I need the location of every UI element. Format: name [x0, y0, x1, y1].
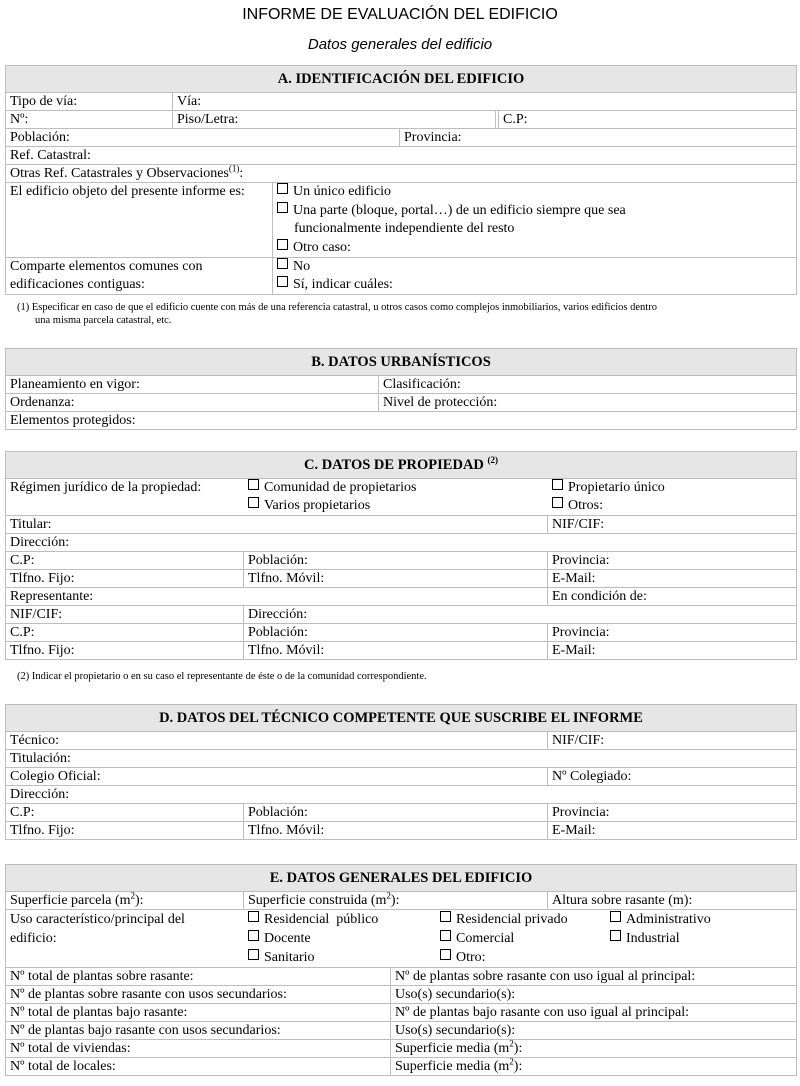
checkbox-icon[interactable] [440, 949, 451, 960]
opt-si-label: Sí, indicar cuáles: [293, 277, 393, 292]
uso-options [244, 910, 797, 968]
checkbox-icon[interactable] [248, 911, 259, 922]
plantas-sobre-uso-principal-field[interactable]: Nº de plantas sobre rasante con uso igual al principal: [391, 968, 797, 986]
sup-media-viviendas-label: Superficie media (m [395, 1041, 510, 1056]
opt-residencial-publico-label: Residencial público [264, 912, 379, 927]
sup-construida-field[interactable] [244, 892, 548, 910]
opt-no-label: No [293, 259, 311, 274]
opt-residencial-privado[interactable] [440, 910, 568, 929]
opt-parte-label-1: Una parte (bloque, portal…) de un edificio siempre que sea [293, 202, 626, 218]
sup-parcela-label: Superficie parcela (m [10, 893, 131, 908]
opt-varios[interactable] [248, 497, 543, 515]
opt-industrial-label: Industrial [626, 931, 680, 946]
clasificacion-field[interactable]: Clasificación: [379, 376, 797, 394]
planeamiento-field[interactable]: Planeamiento en vigor: [6, 376, 379, 394]
email-field[interactable]: E-Mail: [548, 570, 797, 588]
poblacion-field[interactable]: Población: [6, 129, 400, 147]
sq-sup: 2 [386, 891, 391, 901]
titular-nif-field[interactable]: NIF/CIF: [548, 516, 797, 534]
cp-field-wrap[interactable] [496, 111, 797, 129]
colegiado-field[interactable]: Nº Colegiado: [548, 768, 797, 786]
section-b-header: B. DATOS URBANÍSTICOS [6, 349, 797, 376]
tecnico-nif-field[interactable]: NIF/CIF: [548, 732, 797, 750]
close-paren: ): [135, 893, 144, 908]
checkbox-icon[interactable] [277, 183, 288, 194]
nivel-proteccion-field[interactable]: Nivel de protección: [379, 394, 797, 412]
usos-secundarios-bajo-field[interactable]: Uso(s) secundario(s): [391, 1022, 797, 1040]
rep-provincia-field[interactable]: Provincia: [548, 624, 797, 642]
regimen-label: Régimen jurídico de la propiedad: [6, 479, 244, 516]
tecnico-tlf-movil-field[interactable]: Tlfno. Móvil: [244, 822, 548, 840]
titular-field[interactable]: Titular: [6, 516, 548, 534]
uso-label-2: edificio: [10, 931, 57, 946]
opt-sanitario[interactable] [248, 948, 378, 967]
provincia-field[interactable]: Provincia: [548, 552, 797, 570]
opt-parte-label-2: funcionalmente independiente del resto [294, 221, 515, 236]
cp-field[interactable]: C.P: [6, 552, 244, 570]
checkbox-icon[interactable] [248, 949, 259, 960]
ref-catastral-field[interactable]: Ref. Catastral: [6, 147, 797, 165]
section-e-header: E. DATOS GENERALES DEL EDIFICIO [6, 865, 797, 892]
opt-docente[interactable] [248, 929, 378, 948]
checkbox-icon[interactable] [552, 479, 563, 490]
note-2: (2) Indicar el propietario o en su caso el representante de éste o de la comunidad correspondiente. [17, 671, 427, 682]
opt-unico-edificio[interactable] [277, 183, 792, 202]
checkbox-icon[interactable] [277, 258, 288, 269]
comparte-label-2: edificaciones contiguas: [10, 277, 145, 292]
section-c-table [5, 451, 797, 660]
rep-cp-field[interactable]: C.P: [6, 624, 244, 642]
via-field[interactable]: Vía: [173, 93, 797, 111]
tecnico-tlf-fijo-field[interactable]: Tlfno. Fijo: [6, 822, 244, 840]
otras-ref-label: Otras Ref. Catastrales y Observaciones [10, 166, 229, 181]
uso-col-2 [440, 910, 568, 967]
opt-residencial-privado-label: Residencial privado [456, 912, 568, 927]
opt-industrial[interactable] [610, 929, 711, 948]
tecnico-poblacion-field[interactable]: Población: [244, 804, 548, 822]
checkbox-icon[interactable] [277, 276, 288, 287]
opt-otro-label: Otro: [456, 950, 486, 965]
section-e-table [5, 864, 797, 1076]
uso-label [6, 910, 244, 968]
opt-no[interactable] [277, 258, 792, 276]
opt-propietario-unico-label: Propietario único [568, 480, 665, 495]
sq-sup: 2 [130, 891, 135, 901]
note-1-line-1: (1) Especificar en caso de que el edificio cuente con más de una referencia catastral, u otros casos como complejos inmobiliarios, varios edificios dentro [17, 302, 657, 313]
sup-media-locales-label: Superficie media (m [395, 1059, 510, 1074]
section-d-table [5, 704, 797, 840]
total-locales-field[interactable]: Nº total de locales: [6, 1058, 391, 1076]
rep-nif-field[interactable]: NIF/CIF: [6, 606, 244, 624]
section-c-header [6, 452, 797, 479]
regimen-options-2 [548, 479, 797, 516]
opt-administrativo[interactable] [610, 910, 711, 929]
rep-direccion-field[interactable]: Dirección: [244, 606, 797, 624]
checkbox-icon[interactable] [277, 239, 288, 250]
opt-otros[interactable] [552, 497, 792, 515]
opt-comercial-label: Comercial [456, 931, 515, 946]
checkbox-icon[interactable] [610, 911, 621, 922]
document-title: INFORME DE EVALUACIÓN DEL EDIFICIO [242, 6, 558, 23]
sup-media-viviendas-field[interactable] [391, 1040, 797, 1058]
sq-sup: 2 [509, 1039, 514, 1049]
sup-parcela-field[interactable] [6, 892, 244, 910]
representante-field[interactable]: Representante: [6, 588, 548, 606]
regimen-options-1 [244, 479, 548, 516]
section-c-title: C. DATOS DE PROPIEDAD [303, 457, 484, 473]
rep-tlf-movil-field[interactable]: Tlfno. Móvil: [244, 642, 548, 660]
opt-otro-label: Otro caso: [293, 239, 351, 255]
poblacion-field[interactable]: Población: [244, 552, 548, 570]
piso-letra-field[interactable]: Piso/Letra: [173, 111, 496, 129]
tlf-movil-field[interactable]: Tlfno. Móvil: [244, 570, 548, 588]
opt-unico-label: Un único edificio [293, 184, 391, 199]
plantas-sobre-secundarios-field[interactable]: Nº de plantas sobre rasante con usos secundarios: [6, 986, 391, 1004]
comparte-label [6, 258, 273, 295]
tipo-via-field[interactable]: Tipo de vía: [6, 93, 173, 111]
uso-col-3 [610, 910, 711, 948]
colegio-field[interactable]: Colegio Oficial: [6, 768, 548, 786]
sq-sup: 2 [509, 1057, 514, 1067]
checkbox-icon[interactable] [248, 479, 259, 490]
elementos-protegidos-field[interactable]: Elementos protegidos: [6, 412, 797, 430]
opt-si[interactable] [277, 276, 792, 294]
note-1-line-2: una misma parcela catastral, etc. [35, 315, 172, 326]
total-viviendas-field[interactable]: Nº total de viviendas: [6, 1040, 391, 1058]
condicion-field[interactable]: En condición de: [548, 588, 797, 606]
objeto-label: El edificio objeto del presente informe es: [6, 183, 273, 258]
plantas-bajo-secundarios-field[interactable]: Nº de plantas bajo rasante con usos secundarios: [6, 1022, 391, 1040]
plantas-bajo-uso-principal-field[interactable]: Nº de plantas bajo rasante con uso igual al principal: [391, 1004, 797, 1022]
tecnico-cp-field[interactable]: C.P: [6, 804, 244, 822]
rep-tlf-fijo-field[interactable]: Tlfno. Fijo: [6, 642, 244, 660]
tecnico-direccion-field[interactable]: Dirección: [6, 786, 797, 804]
opt-otro[interactable] [440, 948, 568, 967]
otras-ref-field[interactable]: Otras Ref. Catastrales y Observaciones$^{(1)}$: [6, 165, 797, 183]
opt-residencial-publico[interactable] [248, 910, 378, 929]
plantas-bajo-rasante-field[interactable]: Nº total de plantas bajo rasante: [6, 1004, 391, 1022]
uso-col-1 [248, 910, 378, 967]
rep-email-field[interactable]: E-Mail: [548, 642, 797, 660]
checkbox-icon[interactable] [440, 930, 451, 941]
note-ref-1: (1) [228, 164, 240, 174]
uso-label-1: Uso característico/principal del [10, 912, 185, 927]
opt-parte-edificio[interactable] [277, 202, 792, 221]
section-d-header: D. DATOS DEL TÉCNICO COMPETENTE QUE SUSCRIBE EL INFORME [6, 705, 797, 732]
tecnico-field[interactable]: Técnico: [6, 732, 548, 750]
note-1 [17, 301, 792, 315]
cp-field[interactable]: C.P: [498, 111, 528, 128]
provincia-field[interactable]: Provincia: [400, 129, 797, 147]
sup-media-locales-field[interactable] [391, 1058, 797, 1076]
opt-administrativo-label: Administrativo [626, 912, 711, 927]
altura-field[interactable]: Altura sobre rasante (m): [548, 892, 797, 910]
close-paren: ): [513, 1041, 523, 1056]
ordenanza-field[interactable]: Ordenanza: [6, 394, 379, 412]
tecnico-email-field[interactable]: E-Mail: [548, 822, 797, 840]
opt-docente-label: Docente [264, 931, 311, 946]
checkbox-icon[interactable] [248, 497, 259, 508]
opt-comunidad-label: Comunidad de propietarios [264, 480, 417, 495]
opt-propietario-unico[interactable] [552, 479, 792, 497]
sup-construida-label: Superficie construida (m [248, 893, 387, 908]
tecnico-provincia-field[interactable]: Provincia: [548, 804, 797, 822]
checkbox-icon[interactable] [552, 497, 563, 508]
close-paren: ): [390, 893, 400, 908]
checkbox-icon[interactable] [248, 930, 259, 941]
opt-varios-label: Varios propietarios [264, 498, 371, 513]
section-a-header: A. IDENTIFICACIÓN DEL EDIFICIO [6, 66, 797, 93]
titulacion-field[interactable]: Titulación: [6, 750, 797, 768]
opt-comercial[interactable] [440, 929, 568, 948]
section-a-table [5, 65, 797, 295]
checkbox-icon[interactable] [277, 202, 288, 213]
direccion-field[interactable]: Dirección: [6, 534, 797, 552]
checkbox-icon[interactable] [440, 911, 451, 922]
document-subtitle: Datos generales del edificio [307, 36, 493, 53]
opt-otro-caso[interactable] [277, 239, 792, 258]
close-paren: ): [513, 1059, 523, 1074]
section-b-table [5, 348, 797, 430]
checkbox-icon[interactable] [610, 930, 621, 941]
objeto-options [273, 183, 797, 258]
opt-otros-label: Otros: [568, 498, 603, 513]
numero-field[interactable]: Nº: [6, 111, 173, 129]
tlf-fijo-field[interactable]: Tlfno. Fijo: [6, 570, 244, 588]
usos-secundarios-sobre-field[interactable]: Uso(s) secundario(s): [391, 986, 797, 1004]
opt-comunidad[interactable] [248, 479, 543, 497]
comparte-label-1: Comparte elementos comunes con [10, 259, 203, 274]
plantas-sobre-rasante-field[interactable]: Nº total de plantas sobre rasante: [6, 968, 391, 986]
comparte-options [273, 258, 797, 295]
rep-poblacion-field[interactable]: Población: [244, 624, 548, 642]
note-ref-2: (2) [487, 455, 499, 466]
opt-sanitario-label: Sanitario [264, 950, 315, 965]
